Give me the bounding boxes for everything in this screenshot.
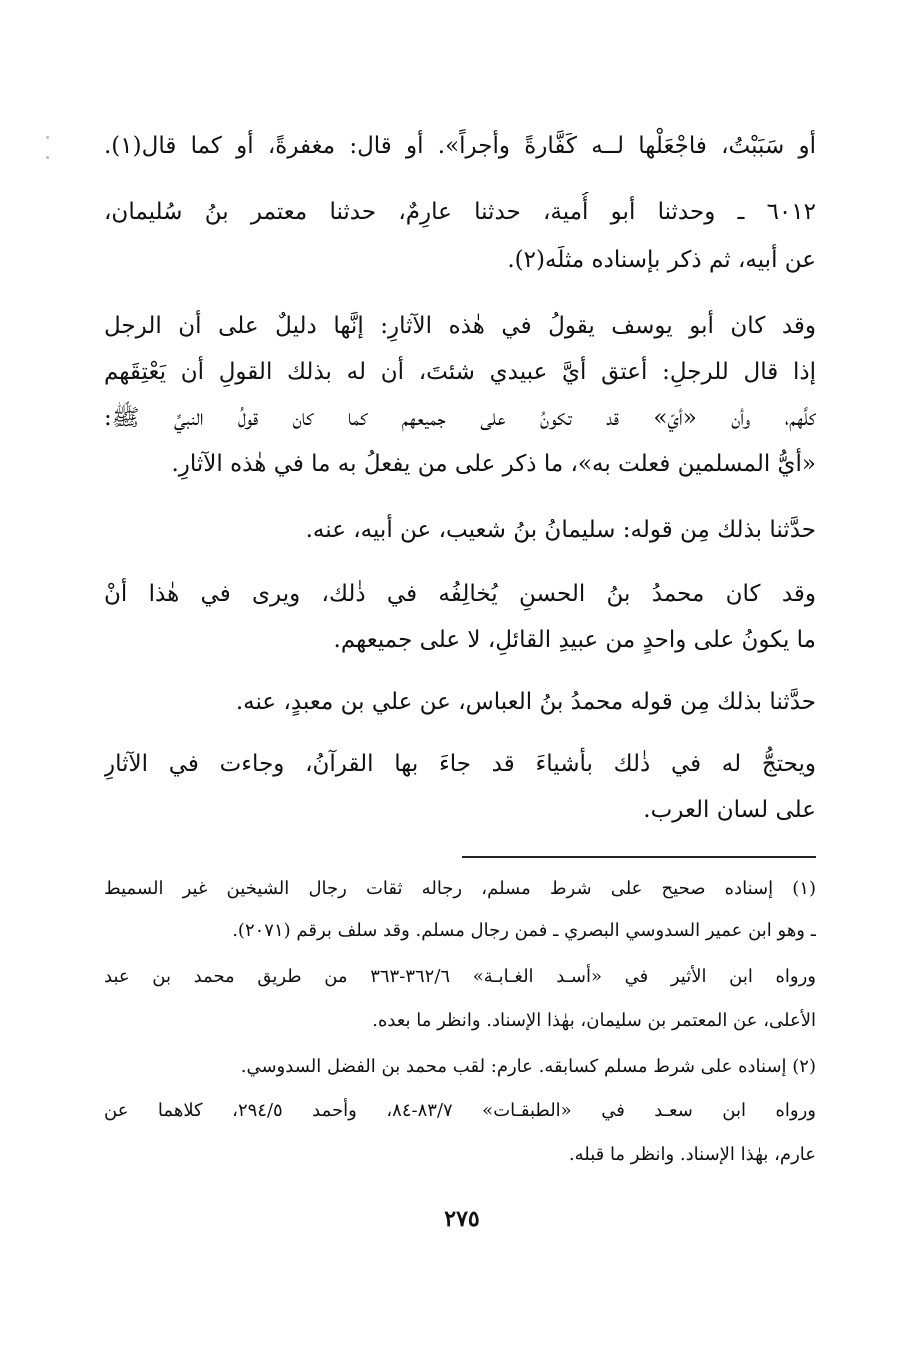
text-line: أو سَبَبْتُ، فاجْعَلْها لــه كَفَّارةً وأجراً». أو قال: مغفرةً، أو كما قال(١). — [104, 133, 816, 159]
footnote-2-line-2: ورواه ابن سعـد في «الطبقـات» ٨٣/٧-٨٤، وأحمد ٢٩٤/٥، كلاهما عن — [104, 1100, 816, 1121]
paragraph-muhammad-line-1: وقد كان محمدُ بنُ الحسنِ يُخالِفُه في ذٰلك، ويرى في هٰذا أنْ — [104, 581, 816, 607]
margin-speck — [46, 156, 49, 159]
paragraph-muhammad-line-2: ما يكونُ على واحدٍ من عبيدِ القائلِ، لا على جميعهم. — [333, 627, 816, 653]
footnote-1-line-2: ـ وهو ابن عمير السدوسي البصري ـ فمن رجال مسلم. وقد سلف برقم (٢٠٧١). — [232, 920, 816, 941]
margin-speck — [46, 136, 49, 139]
footnote-separator — [462, 856, 816, 858]
page-number: ٢٧٥ — [444, 1206, 480, 1232]
paragraph-abu-yusuf-line-4: «أيُّ المسلمين فعلت به»، ما ذكر على من يفعلُ به ما في هٰذه الآثارِ. — [171, 451, 816, 477]
paragraph-abu-yusuf-line-1: وقد كان أبو يوسف يقولُ في هٰذه الآثارِ: إنَّها دليلٌ على أن الرجل — [104, 313, 816, 339]
isnad-line: حدَّثنا بذلك مِن قوله: سليمانُ بنُ شعيب، عن أبيه، عنه. — [305, 517, 816, 543]
paragraph-evidence-line-2: على لسان العرب. — [643, 797, 816, 823]
isnad-line: حدَّثنا بذلك مِن قوله محمدُ بنُ العباس، عن علي بن معبدٍ، عنه. — [235, 689, 816, 715]
footnote-2-line-3: عارم، بهٰذا الإسناد. وانظر ما قبله. — [568, 1144, 816, 1165]
hadith-6012-line-2: عن أبيه، ثم ذكر بإسناده مثلَه(٢). — [507, 247, 816, 273]
footnote-1-line-3: ورواه ابن الأثير في «أسـد الغـابـة» ٣٦٢/٦-٣٦٣ من طريق محمد بن عبد — [104, 966, 816, 987]
paragraph-evidence-line-1: ويحتجُّ له في ذٰلك بأشياءَ قد جاءَ بها القرآنُ، وجاءت في الآثارِ — [104, 751, 816, 777]
footnote-1-line-4: الأعلى، عن المعتمر بن سليمان، بهٰذا الإسناد. وانظر ما بعده. — [372, 1010, 816, 1031]
hadith-6012-line-1: ٦٠١٢ ـ وحدثنا أبو أُمية، حدثنا عارِمٌ، حدثنا معتمر بنُ سُليمان، — [104, 199, 816, 225]
footnote-2-line-1: (٢) إسناده على شرط مسلم كسابقه. عارم: لقب محمد بن الفضل السدوسي. — [240, 1056, 816, 1077]
paragraph-abu-yusuf-line-3: كلَّهم، وأن «أيّ» قد تكونُ على جميعهم كما كان قولُ النبيِّ ﷺ: — [104, 405, 816, 431]
footnote-1-line-1: (١) إسناده صحيح على شرط مسلم، رجاله ثقات رجال الشيخين غير السميط — [104, 878, 816, 899]
paragraph-abu-yusuf-line-2: إذا قال للرجلِ: أعتق أيَّ عبيدي شئتَ، أن له بذلك القولِ أن يَعْتِقَهم — [104, 359, 816, 385]
